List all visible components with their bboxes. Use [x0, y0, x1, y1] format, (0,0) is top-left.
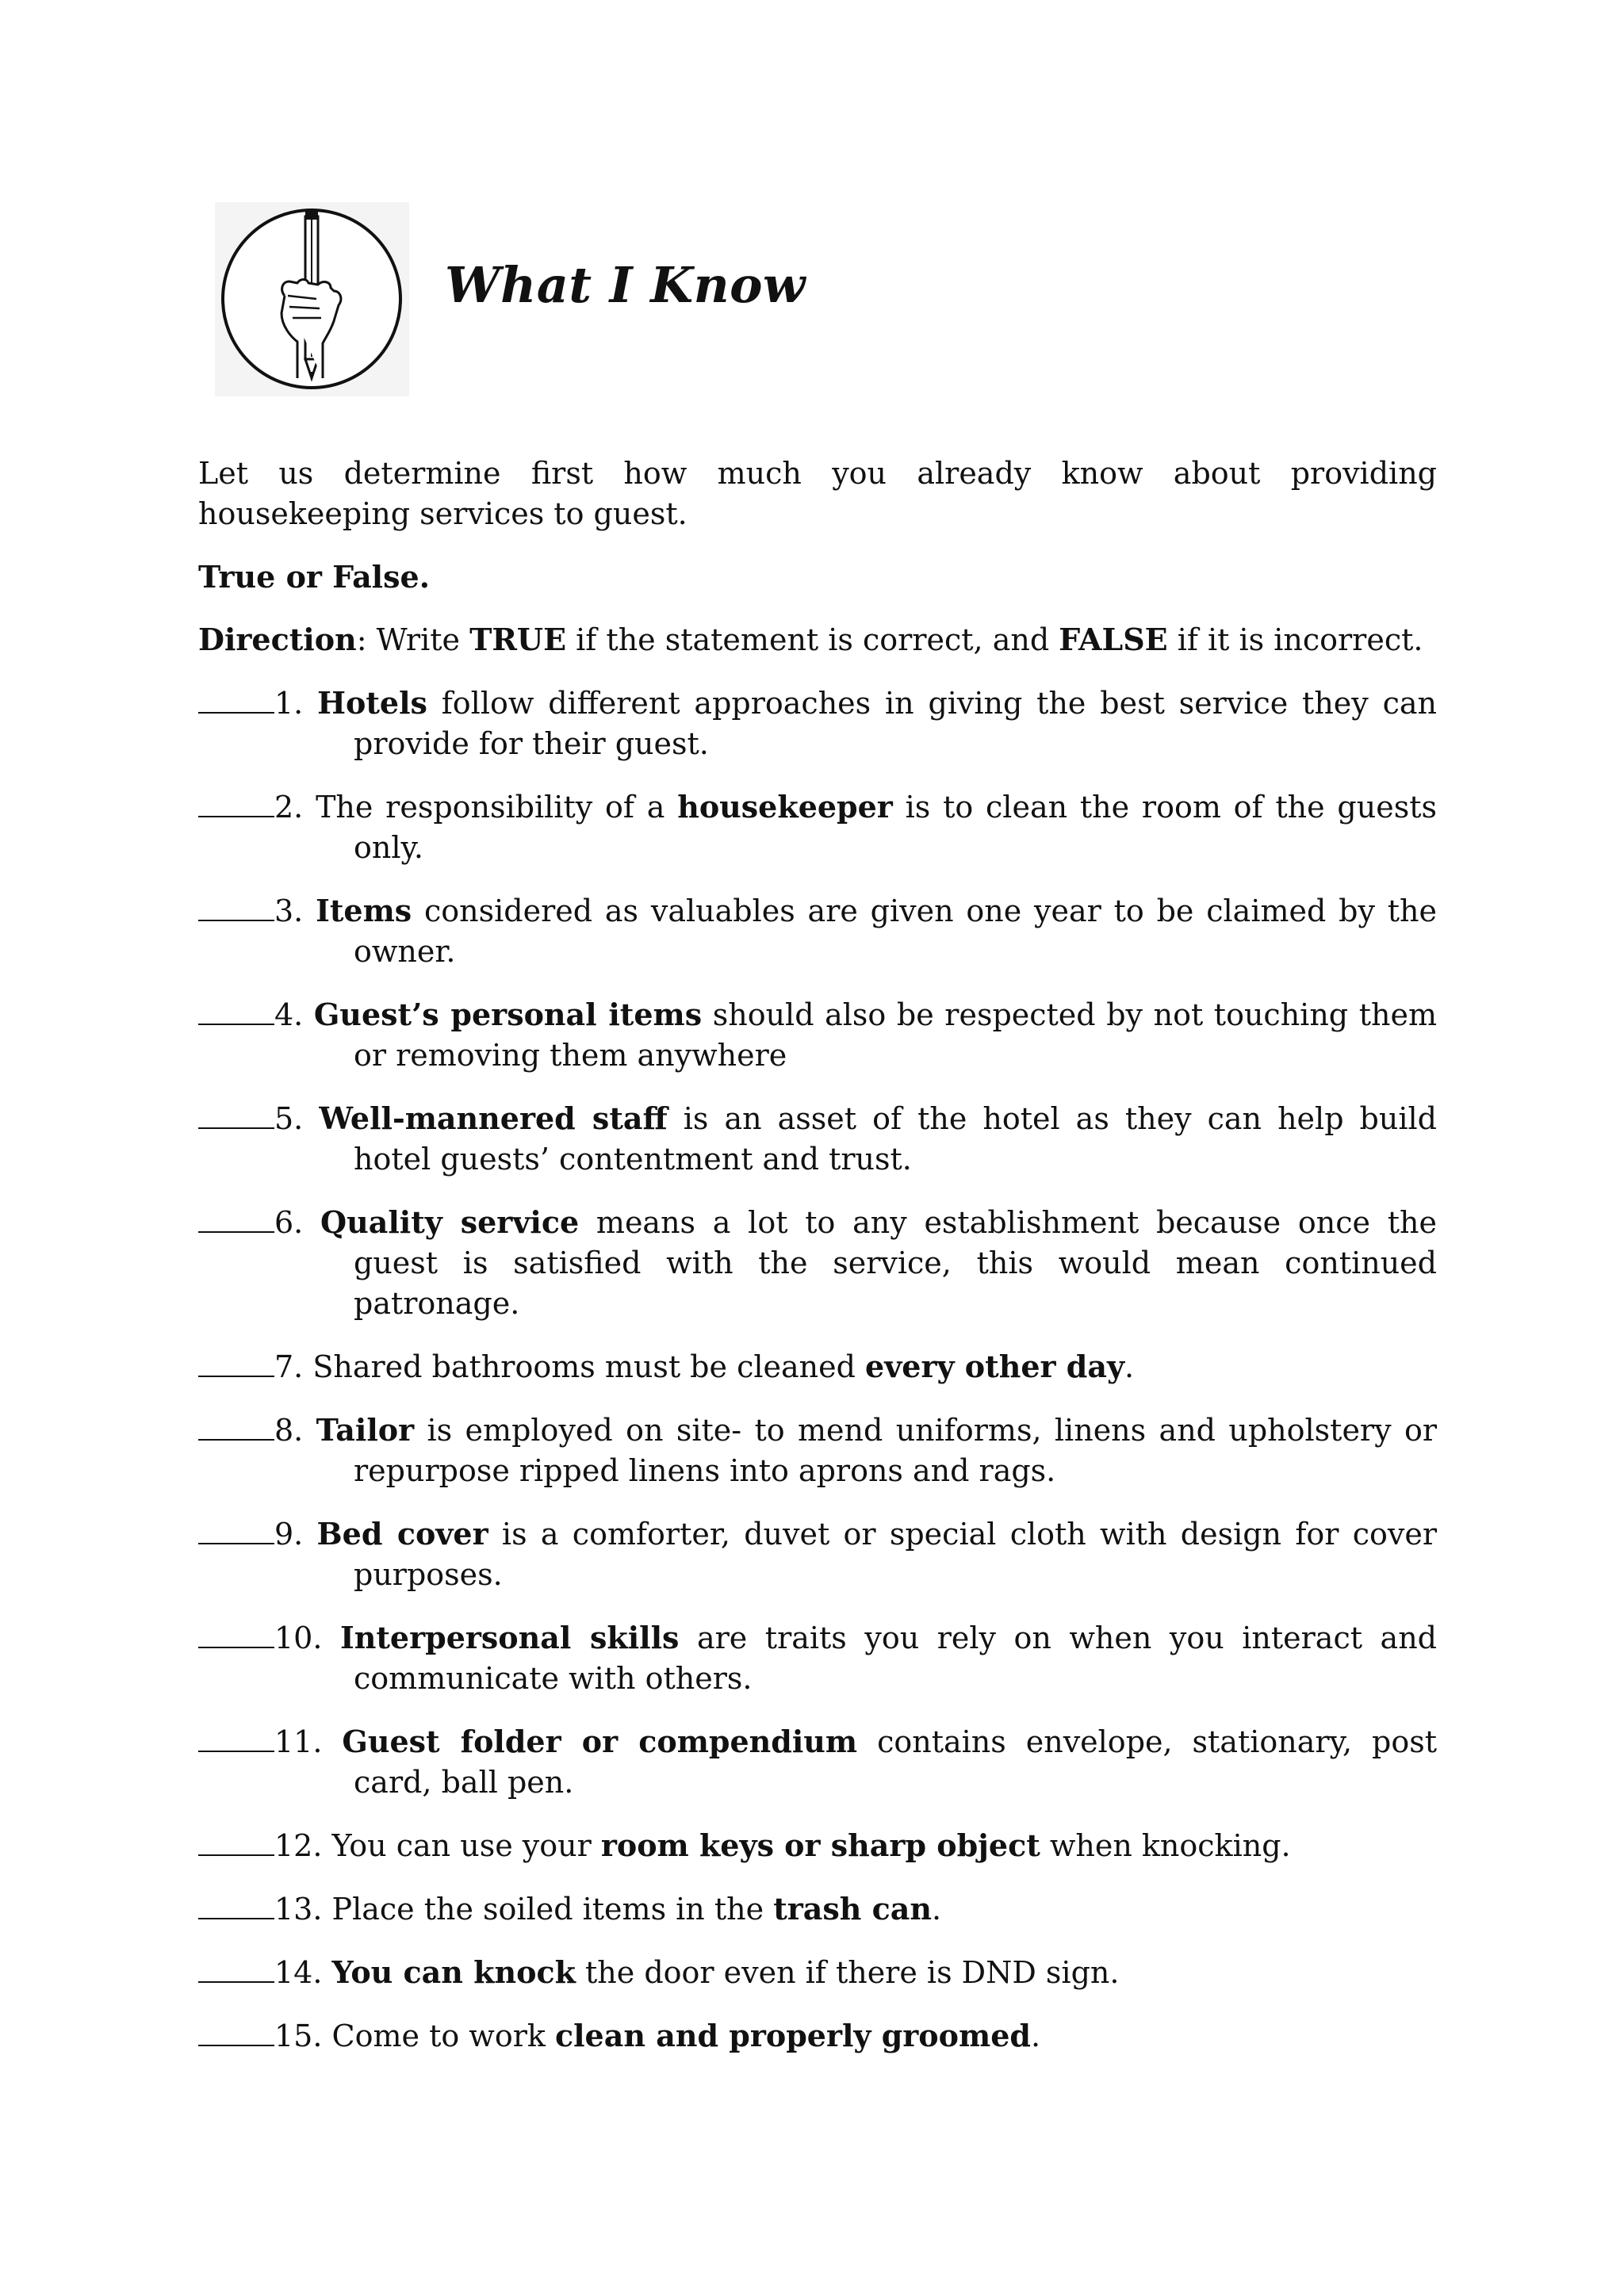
- question-number: 7.: [274, 1349, 313, 1384]
- question-number: 6.: [274, 1205, 320, 1240]
- question-number: 14.: [274, 1955, 332, 1990]
- question-text-pre: Shared bathrooms must be cleaned: [312, 1349, 866, 1384]
- answer-blank[interactable]: [198, 1727, 274, 1752]
- question-text-post: .: [932, 1892, 942, 1927]
- direction-line: [198, 619, 1437, 660]
- question-text-post: contains envelope, stationary, post card, ball pen.: [354, 1724, 1438, 1800]
- question-text-post: is a comforter, duvet or special cloth with design for cover purposes.: [354, 1517, 1437, 1592]
- answer-blank[interactable]: [198, 1415, 274, 1441]
- question-keyword: Quality service: [320, 1204, 580, 1240]
- answer-blank[interactable]: [198, 896, 274, 921]
- answer-blank[interactable]: [198, 1104, 274, 1129]
- question-text-pre: The responsibility of a: [316, 790, 678, 825]
- question-number: 15.: [274, 2019, 332, 2053]
- question-keyword: Bed cover: [316, 1516, 488, 1552]
- question-keyword: housekeeper: [677, 789, 893, 825]
- question-item: [198, 1952, 1437, 1993]
- question-item: [198, 1825, 1437, 1866]
- question-number: 3.: [274, 894, 316, 928]
- question-text-post: .: [1124, 1349, 1135, 1384]
- question-keyword: trash can: [773, 1891, 933, 1927]
- question-item: [198, 2015, 1437, 2057]
- intro-paragraph: Let us determine first how much you already know about providing housekeeping services to guest.: [198, 456, 1437, 531]
- direction-label: Direction: [198, 622, 357, 657]
- answer-blank[interactable]: [198, 688, 274, 714]
- question-text-post: .: [1030, 2019, 1041, 2053]
- worksheet-content: [198, 453, 1437, 2079]
- question-text-pre: Place the soiled items in the: [331, 1892, 774, 1927]
- question-item: [198, 1202, 1437, 1324]
- true-word: TRUE: [469, 622, 567, 657]
- question-keyword: Well-mannered staff: [319, 1100, 668, 1136]
- question-item: [198, 994, 1437, 1076]
- question-text-post: is employed on site- to mend uniforms, linens and upholstery or repurpose ripped linens into aprons and rags.: [354, 1413, 1437, 1488]
- question-list: [198, 683, 1437, 2057]
- question-item: [198, 1888, 1437, 1930]
- question-item: [198, 1513, 1437, 1595]
- direction-text-2: if the statement is correct, and: [566, 622, 1059, 657]
- answer-blank[interactable]: [198, 1957, 274, 1983]
- question-number: 10.: [274, 1621, 340, 1655]
- question-keyword: Tailor: [316, 1412, 415, 1448]
- question-text-pre: You can use your: [331, 1828, 601, 1863]
- question-item: [198, 683, 1437, 764]
- question-text-post: considered as valuables are given one year to be claimed by the owner.: [354, 894, 1437, 969]
- question-number: 2.: [274, 790, 316, 825]
- question-keyword: every other day: [865, 1349, 1125, 1384]
- question-item: [198, 1617, 1437, 1699]
- question-text-post: when knocking.: [1040, 1828, 1291, 1863]
- question-text-post: are traits you rely on when you interact and communicate with others.: [354, 1621, 1437, 1696]
- question-item: [198, 1721, 1437, 1803]
- page-title: What I Know: [445, 256, 806, 314]
- direction-text-1: : Write: [356, 622, 470, 657]
- question-number: 1.: [274, 686, 318, 721]
- answer-blank[interactable]: [198, 1519, 274, 1544]
- answer-blank[interactable]: [198, 1352, 274, 1377]
- section-header: [215, 202, 1166, 396]
- question-item: [198, 1098, 1437, 1180]
- question-text-post: means a lot to any establishment because once the guest is satisfied with the service, this would mean continued patronage.: [354, 1205, 1437, 1321]
- direction-text-3: if it is incorrect.: [1167, 622, 1423, 657]
- question-keyword: Items: [316, 893, 412, 928]
- question-number: 4.: [274, 997, 314, 1032]
- question-keyword: clean and properly groomed: [554, 2018, 1031, 2053]
- answer-blank[interactable]: [198, 2021, 274, 2046]
- answer-blank[interactable]: [198, 1207, 274, 1233]
- question-text-post: should also be respected by not touching them or removing them anywhere: [354, 997, 1437, 1073]
- question-keyword: room keys or sharp object: [600, 1827, 1040, 1863]
- answer-blank[interactable]: [198, 1831, 274, 1856]
- answer-blank[interactable]: [198, 1894, 274, 1919]
- hand-holding-pencil-icon: [215, 202, 409, 396]
- question-text-post: follow different approaches in giving the best service they can provide for their guest.: [354, 686, 1437, 761]
- question-number: 8.: [274, 1413, 316, 1448]
- question-number: 13.: [274, 1892, 332, 1927]
- answer-blank[interactable]: [198, 792, 274, 817]
- question-keyword: Hotels: [317, 685, 427, 721]
- question-item: [198, 890, 1437, 972]
- question-text-post: is an asset of the hotel as they can help build hotel guests’ contentment and trust.: [354, 1101, 1437, 1177]
- question-keyword: Guest’s personal items: [313, 997, 703, 1032]
- question-keyword: You can knock: [331, 1954, 576, 1990]
- question-text-post: is to clean the room of the guests only.: [354, 790, 1437, 865]
- answer-blank[interactable]: [198, 1623, 274, 1648]
- question-text-post: the door even if there is DND sign.: [575, 1955, 1120, 1990]
- question-number: 9.: [274, 1517, 317, 1552]
- question-item: [198, 1346, 1437, 1387]
- section-title: True or False.: [198, 559, 430, 595]
- question-number: 5.: [274, 1101, 320, 1136]
- question-item: [198, 786, 1437, 868]
- false-word: FALSE: [1059, 622, 1168, 657]
- question-keyword: Guest folder or compendium: [342, 1724, 858, 1759]
- question-item: [198, 1410, 1437, 1491]
- question-text-pre: Come to work: [331, 2019, 555, 2053]
- question-number: 11.: [274, 1724, 343, 1759]
- answer-blank[interactable]: [198, 1000, 274, 1025]
- question-number: 12.: [274, 1828, 332, 1863]
- question-keyword: Interpersonal skills: [339, 1620, 680, 1655]
